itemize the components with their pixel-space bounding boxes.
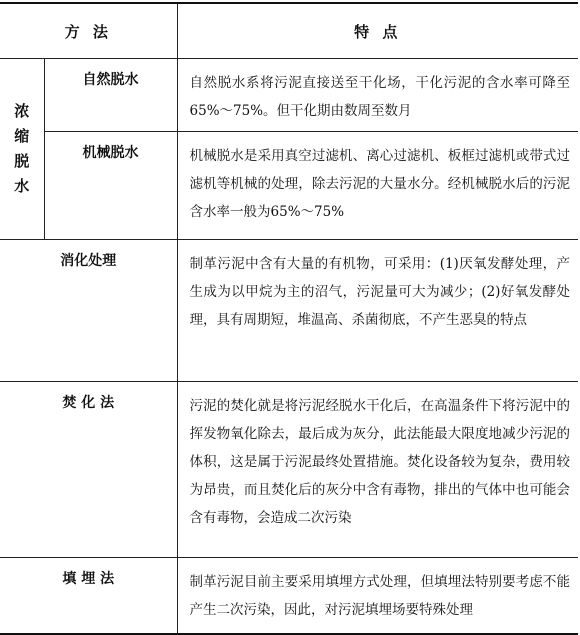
method-natural-dewatering: 自然脱水 [44, 59, 177, 132]
method-mechanical-dewatering: 机械脱水 [44, 132, 177, 240]
category-concentrate-label: 浓缩脱水 [14, 102, 30, 195]
table-row-mechanical-dewatering [0, 132, 578, 240]
table-row-landfill [0, 558, 578, 634]
header-method: 方 法 [0, 3, 177, 59]
header-features: 特 点 [354, 22, 402, 41]
desc-natural-dewatering: 自然脱水系将污泥直接送至干化场，干化污泥的含水率可降至65%～75%。但干化期由数周至数月 [189, 75, 571, 119]
desc-landfill: 制革污泥目前主要采用填埋方式处理，但填埋法特别要考虑不能产生二次污染，因此，对污泥填埋场要特殊处理 [189, 574, 571, 618]
desc-mechanical-dewatering: 机械脱水是采用真空过滤机、离心过滤机、板框过滤机或带式过滤机等机械的处理，除去污泥的大量水分。经机械脱水后的污泥含水率一般为65%～75% [189, 148, 571, 220]
table-row-digestion [0, 240, 578, 382]
table-row-natural-dewatering [0, 59, 578, 132]
desc-incineration: 污泥的焚化就是将污泥经脱水干化后，在高温条件下将污泥中的挥发物氧化除去，最后成为灰分，此法能最大限度地减少污泥的体积，这是属于污泥最终处置措施。焚化设备较为复杂，费用较为昂贵，而且焚化后的灰分中含有毒物，排出的气体中也可能会含有毒物，会造成二次污染 [189, 398, 571, 526]
method-incineration: 焚 化 法 [0, 382, 177, 558]
method-landfill: 填 埋 法 [0, 558, 177, 634]
method-digestion: 消化处理 [0, 240, 177, 382]
table-header-row [0, 3, 578, 59]
category-concentrate-dewatering [0, 59, 44, 240]
table-row-incineration [0, 382, 578, 558]
sludge-treatment-table [0, 2, 578, 635]
desc-digestion: 制革污泥中含有大量的有机物，可采用：(1)厌氧发酵处理，产生成为以甲烷为主的沼气，污泥量可大为减少；(2)好氧发酵处理，具有周期短，堆温高、杀菌彻底，不产生恶臭的特点 [189, 256, 571, 328]
